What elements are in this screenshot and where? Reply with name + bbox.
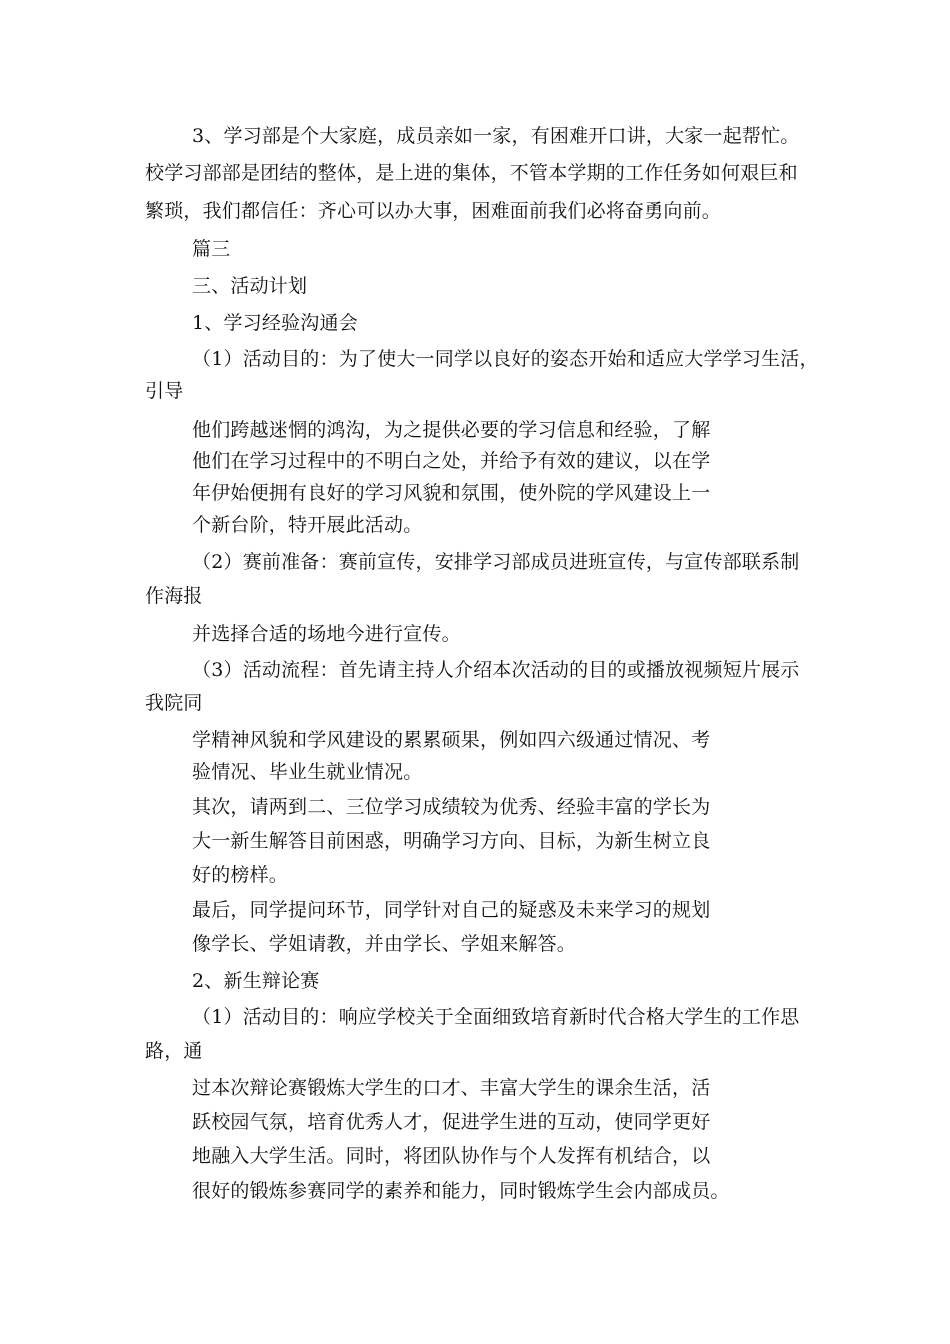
paragraph-line: 我院同 (145, 692, 203, 714)
paragraph-line: 其次，请两到二、三位学习成绩较为优秀、经验丰富的学长为 (192, 796, 711, 818)
paragraph-line: 繁琐，我们都信任：齐心可以办大事，困难面前我们必将奋勇向前。 (145, 200, 722, 222)
paragraph-line: 并选择合适的场地今进行宣传。 (192, 623, 461, 645)
section-heading: 篇三 (192, 238, 231, 260)
paragraph-line: 大一新生解答目前困惑，明确学习方向、目标，为新生树立良 (192, 830, 711, 852)
paragraph-line: 验情况、毕业生就业情况。 (192, 761, 423, 783)
paragraph-line: 像学长、学姐请教，并由学长、学姐来解答。 (192, 933, 577, 955)
section-heading: 三、活动计划 (192, 275, 308, 297)
subsection-heading: 2、新生辩论赛 (192, 970, 320, 992)
paragraph-line: 过本次辩论赛锻炼大学生的口才、丰富大学生的课余生活，活 (192, 1077, 711, 1099)
paragraph-line: 跃校园气氛，培育优秀人才，促进学生进的互动，使同学更好 (192, 1111, 711, 1133)
paragraph-line: 年伊始便拥有良好的学习风貌和氛围，使外院的学风建设上一 (192, 482, 711, 504)
paragraph-line: 学精神风貌和学风建设的累累硕果，例如四六级通过情况、考 (192, 729, 711, 751)
paragraph-line: 作海报 (145, 585, 203, 607)
paragraph-line: （3）活动流程：首先请主持人介绍本次活动的目的或播放视频短片展示 (192, 659, 800, 681)
paragraph-line: 最后，同学提问环节，同学针对自己的疑惑及未来学习的规划 (192, 899, 711, 921)
paragraph-line: （1）活动目的：响应学校关于全面细致培育新时代合格大学生的工作思 (192, 1006, 800, 1028)
subsection-heading: 1、学习经验沟通会 (192, 312, 358, 334)
paragraph-line: 引导 (145, 380, 184, 402)
paragraph-line: 路，通 (145, 1040, 203, 1062)
paragraph-line: 很好的锻炼参赛同学的素养和能力，同时锻炼学生会内部成员。 (192, 1180, 730, 1202)
paragraph-line: 地融入大学生活。同时，将团队协作与个人发挥有机结合，以 (192, 1145, 711, 1167)
paragraph-line: 校学习部部是团结的整体，是上进的集体，不管本学期的工作任务如何艰巨和 (145, 162, 798, 184)
paragraph-line: 好的榜样。 (192, 864, 289, 886)
paragraph-line: （1）活动目的：为了使大一同学以良好的姿态开始和适应大学学习生活， (192, 348, 819, 370)
paragraph-line: （2）赛前准备：赛前宣传，安排学习部成员进班宣传，与宣传部联系制 (192, 551, 800, 573)
paragraph-line: 个新台阶，特开展此活动。 (192, 514, 423, 536)
paragraph-line: 3、学习部是个大家庭，成员亲如一家，有困难开口讲，大家一起帮忙。 (192, 125, 800, 147)
paragraph-line: 他们跨越迷惘的鸿沟，为之提供必要的学习信息和经验，了解 (192, 419, 711, 441)
paragraph-line: 他们在学习过程中的不明白之处，并给予有效的建议，以在学 (192, 450, 711, 472)
